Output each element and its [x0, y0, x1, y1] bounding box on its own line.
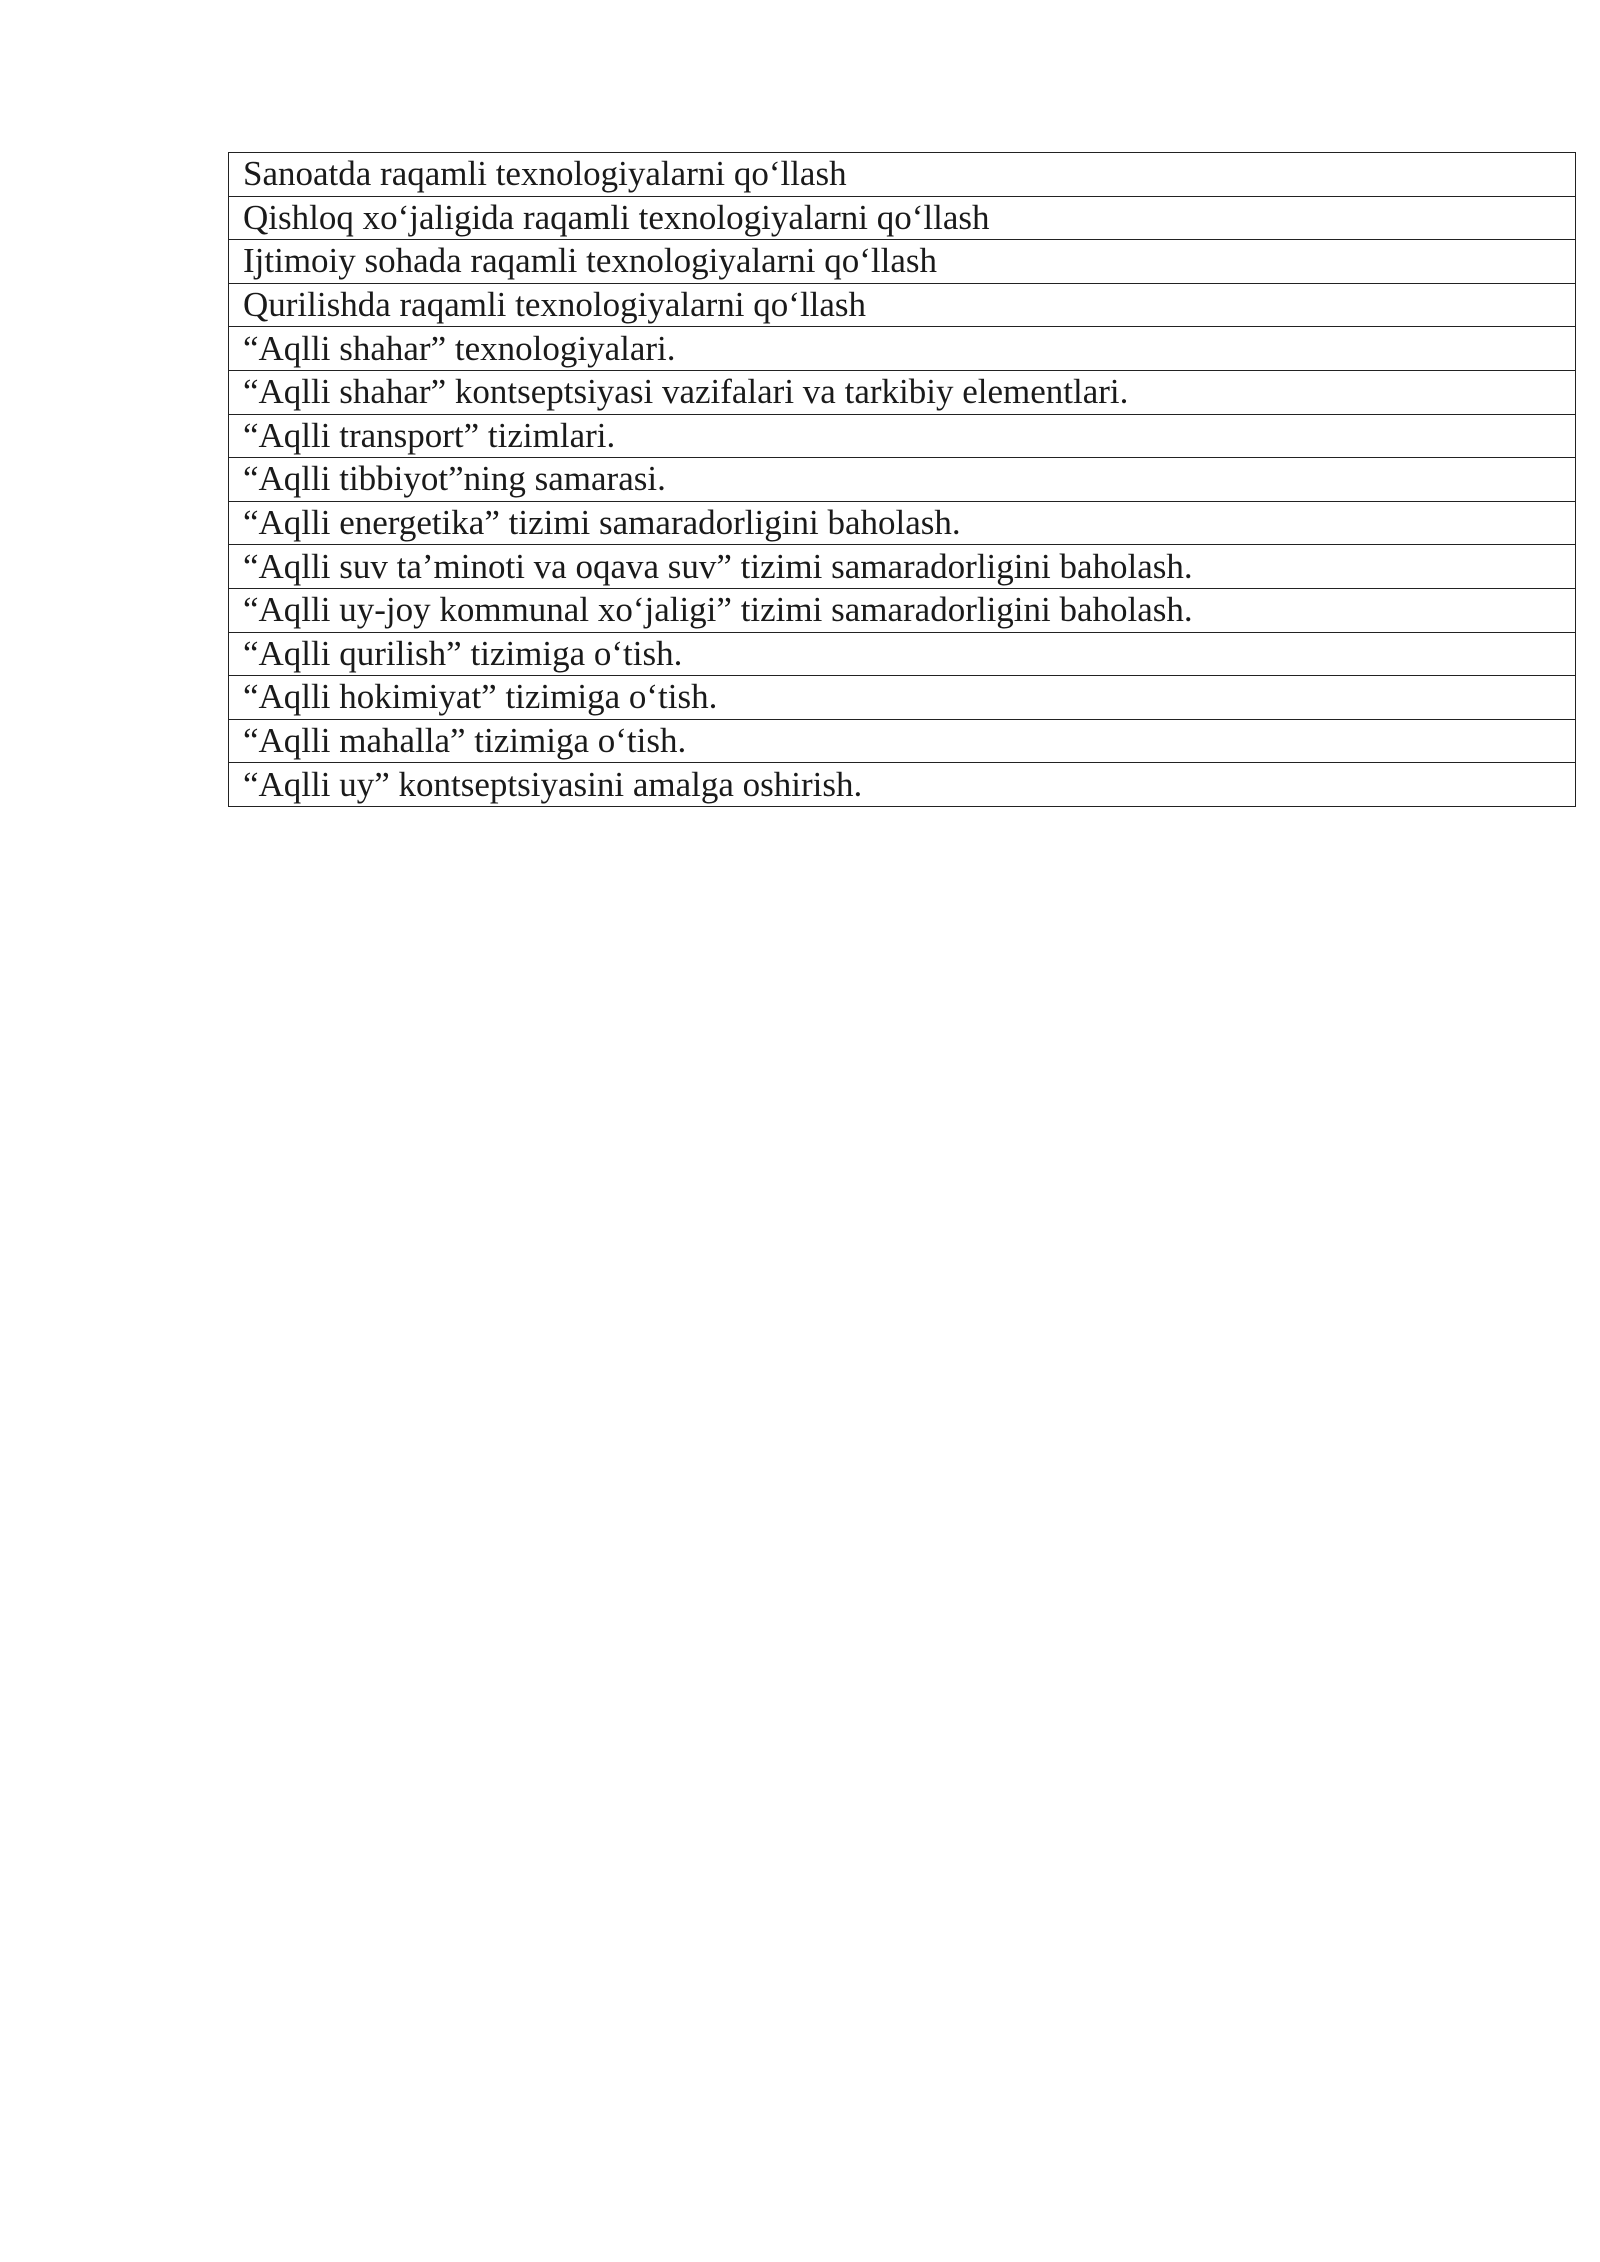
- table-row: [229, 676, 1576, 720]
- topic-cell: Qurilishda raqamli texnologiyalarni qo‘llash: [229, 283, 1576, 327]
- topic-cell: “Aqlli tibbiyot”ning samarasi.: [229, 458, 1576, 502]
- topics-table: [228, 152, 1576, 807]
- table-row: [229, 153, 1576, 197]
- table-row: [229, 327, 1576, 371]
- topic-cell: “Aqlli uy-joy kommunal xo‘jaligi” tizimi samaradorligini baholash.: [229, 588, 1576, 632]
- topic-cell: “Aqlli energetika” tizimi samaradorligini baholash.: [229, 501, 1576, 545]
- table-row: [229, 370, 1576, 414]
- topic-cell: “Aqlli uy” kontseptsiyasini amalga oshirish.: [229, 763, 1576, 807]
- topic-cell: “Aqlli mahalla” tizimiga o‘tish.: [229, 719, 1576, 763]
- table-row: [229, 545, 1576, 589]
- topic-cell: “Aqlli shahar” texnologiyalari.: [229, 327, 1576, 371]
- table-row: [229, 240, 1576, 284]
- topic-cell: “Aqlli hokimiyat” tizimiga o‘tish.: [229, 676, 1576, 720]
- topic-cell: “Aqlli transport” tizimlari.: [229, 414, 1576, 458]
- table-row: [229, 458, 1576, 502]
- table-row: [229, 501, 1576, 545]
- table-row: [229, 196, 1576, 240]
- table-row: [229, 632, 1576, 676]
- topic-cell: Sanoatda raqamli texnologiyalarni qo‘llash: [229, 153, 1576, 197]
- table-row: [229, 283, 1576, 327]
- topic-cell: “Aqlli shahar” kontseptsiyasi vazifalari va tarkibiy elementlari.: [229, 370, 1576, 414]
- topic-cell: “Aqlli qurilish” tizimiga o‘tish.: [229, 632, 1576, 676]
- topic-cell: Ijtimoiy sohada raqamli texnologiyalarni qo‘llash: [229, 240, 1576, 284]
- table-row: [229, 588, 1576, 632]
- table-row: [229, 414, 1576, 458]
- topic-cell: “Aqlli suv ta’minoti va oqava suv” tizimi samaradorligini baholash.: [229, 545, 1576, 589]
- table-row: [229, 763, 1576, 807]
- table-row: [229, 719, 1576, 763]
- topic-cell: Qishloq xo‘jaligida raqamli texnologiyalarni qo‘llash: [229, 196, 1576, 240]
